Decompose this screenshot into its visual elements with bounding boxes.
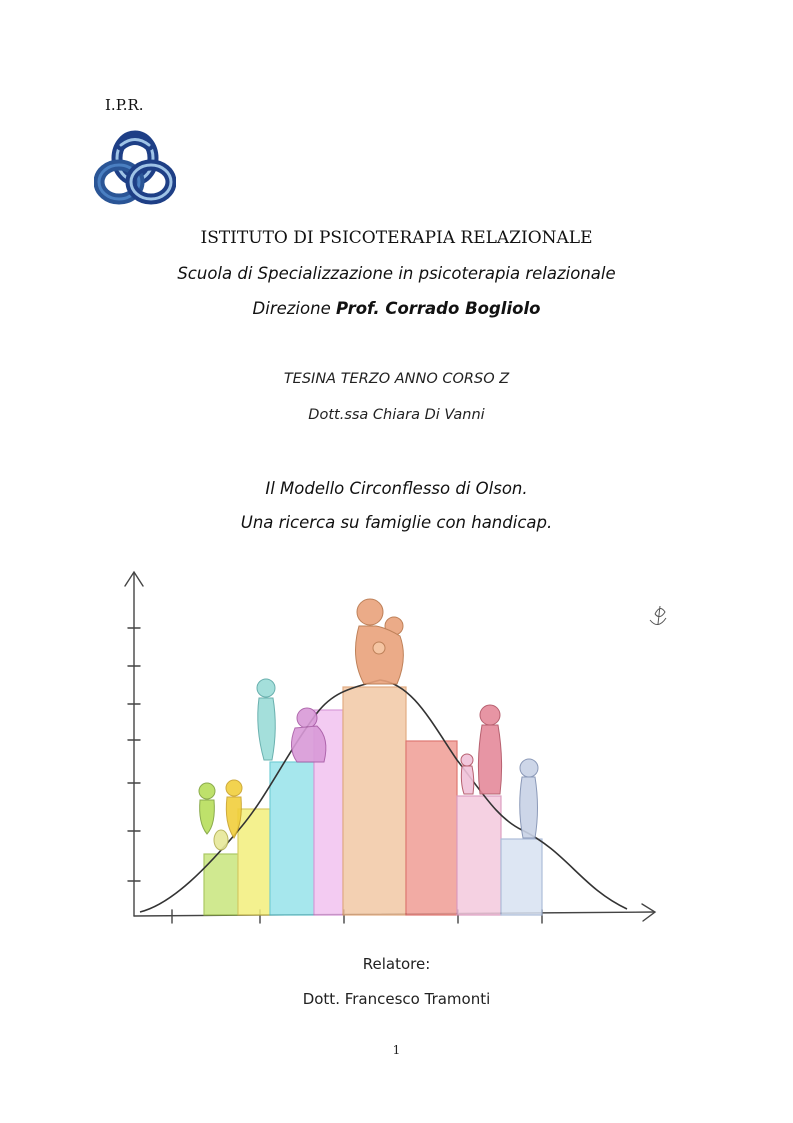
- bar-5: [343, 687, 406, 915]
- institute-acronym: I.P.R.: [105, 96, 144, 114]
- bar-8: [501, 839, 542, 915]
- circumplex-illustration: [112, 548, 672, 930]
- institute-name: ISTITUTO DI PSICOTERAPIA RELAZIONALE: [200, 228, 593, 248]
- ipr-logo: [94, 126, 176, 210]
- bar-6: [406, 741, 457, 915]
- direction-line: [0, 299, 793, 318]
- logo-knot: [99, 136, 171, 199]
- figure-pair-pink: [461, 705, 502, 794]
- thesis-title-line1: Il Modello Circonflesso di Olson.: [265, 479, 528, 498]
- figure-family-center: [355, 599, 403, 684]
- figure-couple-left: [199, 780, 242, 850]
- bar-3: [270, 762, 314, 915]
- director-name: Prof. Corrado Bogliolo: [335, 299, 541, 318]
- thesis-title-line2: Una ricerca su famiglie con handicap.: [240, 513, 553, 532]
- artist-signature: [650, 606, 666, 625]
- figure-tall-cyan: [257, 679, 275, 760]
- school-name: Scuola di Specializzazione in psicoterapia relazionale: [177, 264, 616, 283]
- thesis-author: Dott.ssa Chiara Di Vanni: [308, 407, 485, 423]
- figure-right-blue: [520, 759, 538, 838]
- direction-label: Direzione: [252, 299, 331, 318]
- page-number: 1: [392, 1043, 401, 1057]
- bar-7: [457, 796, 501, 915]
- thesis-type: TESINA TERZO ANNO CORSO Z: [283, 371, 510, 387]
- advisor-label: Relatore:: [362, 955, 431, 973]
- advisor-name: Dott. Francesco Tramonti: [302, 990, 491, 1008]
